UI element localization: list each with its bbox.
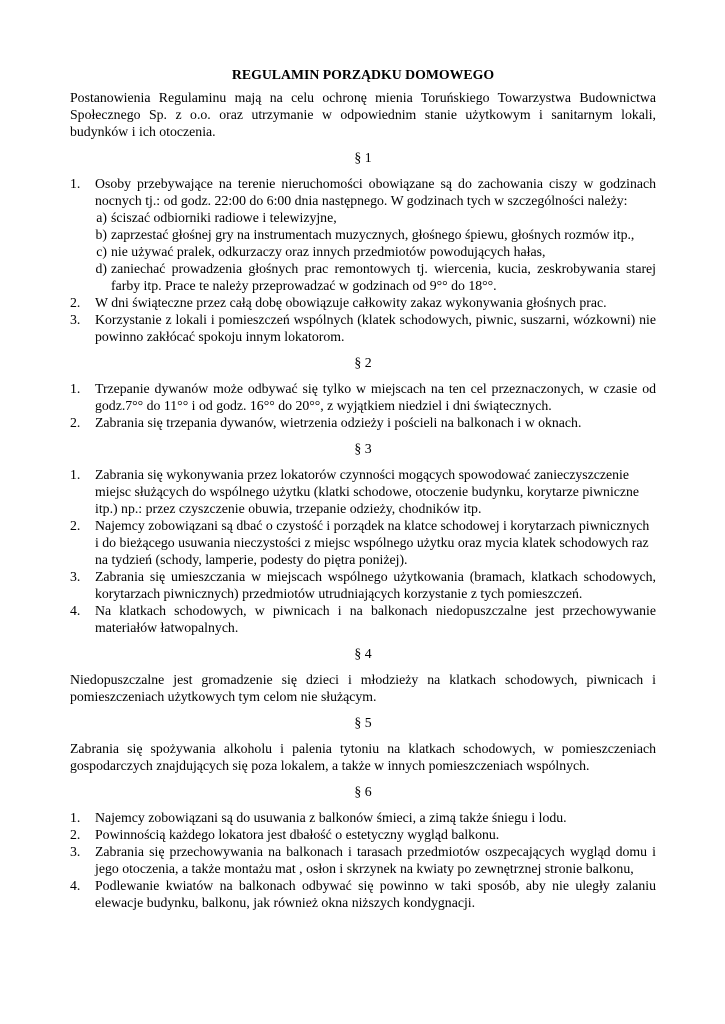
item-number: 1. [70, 176, 81, 191]
list-item [70, 843, 656, 877]
item-number: 2. [70, 518, 81, 533]
item-number: 3. [70, 844, 81, 859]
section-1-list [70, 175, 656, 345]
item-text: Najemcy zobowiązani są do usuwania z balkonów śmieci, a zimą także śniegu i lodu. [95, 810, 567, 825]
section-5-paragraph: Zabrania się spożywania alkoholu i palenia tytoniu na klatkach schodowych, w pomieszczeniach gospodarczych znajdujących się poza lokalem, a także w innych pomieszczeniach wspólnych. [70, 741, 656, 773]
sub-list-item [95, 243, 656, 260]
item-number: 1. [70, 810, 81, 825]
section-5-heading: § 5 [354, 715, 372, 730]
sub-item-letter: a) [96, 210, 107, 225]
sub-item-text: zaniechać prowadzenia głośnych prac remontowych tj. wiercenia, kucia, zeskrobywania starej farby itp. Prace te należy przeprowadzać w godzinach od 9°° do 18°°. [111, 261, 656, 293]
sub-item-text: nie używać pralek, odkurzaczy oraz innych przedmiotów powodujących hałas, [111, 244, 546, 259]
item-text: Trzepanie dywanów może odbywać się tylko w miejscach na ten cel przeznaczonych, w czasie od godz.7°° do 11°° i od godz. 16°° do 20°°, z wyjątkiem niedziel i dni świątecznych. [95, 381, 656, 413]
item-number: 2. [70, 295, 81, 310]
sub-item-text: ściszać odbiorniki radiowe i telewizyjne, [111, 210, 337, 225]
section-2-heading: § 2 [354, 355, 372, 370]
sub-list-item [95, 260, 656, 294]
sub-item-letter: b) [95, 227, 107, 242]
list-item [70, 877, 656, 911]
item-text: Osoby przebywające na terenie nieruchomości obowiązane są do zachowania ciszy w godzinach nocnych tj.: od godz. 22:00 do 6:00 dnia następnego. W godzinach tych w szczególności należy: [95, 176, 656, 208]
item-number: 4. [70, 878, 81, 893]
item-text: W dni świąteczne przez całą dobę obowiązuje całkowity zakaz wykonywania głośnych prac. [95, 295, 607, 310]
list-item [70, 809, 656, 826]
intro-paragraph: Postanowienia Regulaminu mają na celu ochronę mienia Toruńskiego Towarzystwa Budownictwa Społecznego Sp. z o.o. oraz utrzymanie w odpowiednim stanie użytkowym i sanitarnym lokali, budynków i ich otoczenia. [70, 90, 656, 139]
section-6-list [70, 809, 656, 911]
list-item [70, 175, 656, 294]
item-text: Podlewanie kwiatów na balkonach odbywać się powinno w taki sposób, aby nie uległy zalaniu elewacje budynku, balkonu, jak również okna niższych kondygnacji. [95, 878, 656, 910]
list-item [70, 466, 656, 517]
sub-list-item [95, 226, 656, 243]
item-number: 2. [70, 415, 81, 430]
list-item [70, 414, 656, 431]
section-4-heading: § 4 [354, 646, 372, 661]
sub-list [95, 209, 656, 294]
sub-list-item [95, 209, 656, 226]
sub-item-letter: c) [96, 244, 107, 259]
item-number: 3. [70, 569, 81, 584]
section-6-heading: § 6 [354, 784, 372, 799]
list-item [70, 826, 656, 843]
document-page [70, 66, 656, 911]
sub-item-letter: d) [95, 261, 107, 276]
item-text: Najemcy zobowiązani są dbać o czystość i porządek na klatce schodowej i korytarzach piwnicznych i do bieżącego usuwania nieczystości z miejsc wspólnego użytku oraz mycia klatek schodowych raz na tydzień (schody, lamperie, podesty do piętra poniżej). [95, 518, 650, 567]
item-text: Korzystanie z lokali i pomieszczeń wspólnych (klatek schodowych, piwnic, suszarni, wózkowni) nie powinno zakłócać spokoju innym lokatorom. [95, 312, 656, 344]
item-number: 3. [70, 312, 81, 327]
item-number: 4. [70, 603, 81, 618]
sub-item-text: zaprzestać głośnej gry na instrumentach muzycznych, głośnego śpiewu, głośnych rozmów itp., [111, 227, 635, 242]
item-text: Zabrania się wykonywania przez lokatorów czynności mogących spowodować zanieczyszczenie miejsc służących do wspólnego użytku (klatki schodowe, otoczenie budynku, korytarze piwniczne itp.) np.: przez czyszczenie obuwia, trzepanie odzieży, chodników itp. [95, 467, 640, 516]
document-title: REGULAMIN PORZĄDKU DOMOWEGO [231, 67, 495, 82]
list-item [70, 517, 656, 568]
list-item [70, 568, 656, 602]
item-text: Powinnością każdego lokatora jest dbałość o estetyczny wygląd balkonu. [95, 827, 500, 842]
item-text: Zabrania się umieszczania w miejscach wspólnego użytkowania (bramach, klatkach schodowych, korytarzach piwnicznych) przedmiotów utrudniających korzystanie z tych pomieszczeń. [95, 569, 656, 601]
list-item [70, 380, 656, 414]
section-1-heading: § 1 [354, 150, 372, 165]
section-4-paragraph: Niedopuszczalne jest gromadzenie się dzieci i młodzieży na klatkach schodowych, piwnicach i pomieszczeniach użytkowych tym celom nie służącym. [70, 672, 656, 704]
item-text: Na klatkach schodowych, w piwnicach i na balkonach niedopuszczalne jest przechowywanie materiałów łatwopalnych. [95, 603, 656, 635]
list-item [70, 602, 656, 636]
section-2-list [70, 380, 656, 431]
section-3-list [70, 466, 656, 636]
list-item [70, 311, 656, 345]
item-number: 2. [70, 827, 81, 842]
item-number: 1. [70, 381, 81, 396]
item-text: Zabrania się trzepania dywanów, wietrzenia odzieży i pościeli na balkonach i w oknach. [95, 415, 582, 430]
item-text: Zabrania się przechowywania na balkonach i tarasach przedmiotów oszpecających wygląd domu i jego otoczenia, a także montażu mat , osłon i skrzynek na kwiaty po zewnętrznej stronie balkonu, [95, 844, 656, 876]
list-item [70, 294, 656, 311]
item-number: 1. [70, 467, 81, 482]
section-3-heading: § 3 [354, 441, 372, 456]
